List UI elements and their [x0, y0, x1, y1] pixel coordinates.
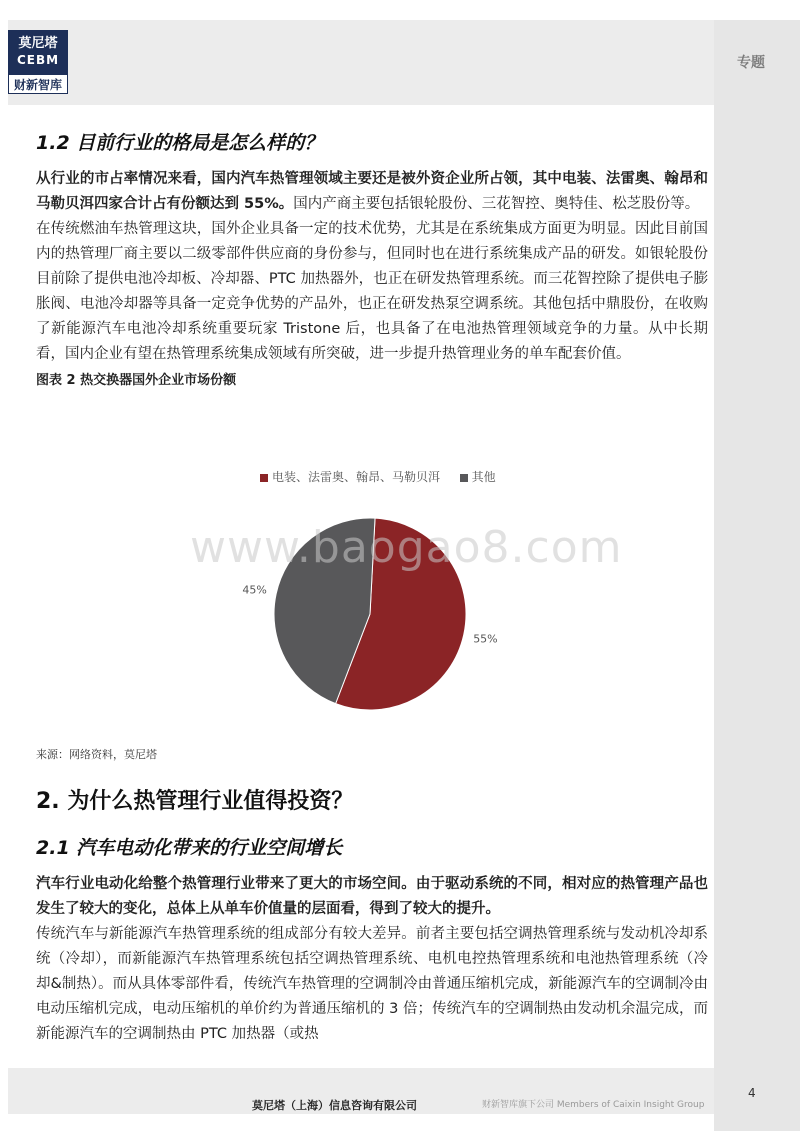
legend-label-1: 其他: [471, 470, 496, 484]
chart-legend: [260, 468, 496, 485]
section-2-1-title: 2.1 汽车电动化带来的行业空间增长: [36, 837, 343, 859]
section-1-2-para1: [36, 167, 708, 217]
section-2-1-para1: 汽车行业电动化给整个热管理行业带来了更大的市场空间。由于驱动系统的不同，相对应的热管理产品也发生了较大的变化，总体上从单车价值量的层面看，得到了较大的提升。: [36, 876, 708, 917]
page-number: 4: [748, 1086, 756, 1100]
logo-cn-text: 莫尼塔: [18, 36, 58, 51]
figure-title: 图表 2 热交换器国外企业市场份额: [36, 373, 237, 388]
section-1-2: [36, 128, 708, 388]
page-header: [8, 20, 714, 105]
section-1-2-para2: 在传统燃油车热管理这块，国外企业具备一定的技术优势，尤其是在系统集成方面更为明显。因此目前国内的热管理厂商主要以二级零部件供应商的身份参与，但同时也在进行系统集成产品的研发。如银轮股份目前除了提供电池冷却板、冷却器、PTC 加热器外，也正在研发热管理系统。而三花智控除了提供电子膨胀阀、电池冷却器等具备一定竞争优势的产品外，也正在研发热泵空调系统。其他包括中鼎股份，在收购了新能源汽车电池冷却系统重要玩家 Tristone 后，也具备了在电池热管理领域竞争的力量。从中长期看，国内企业有望在热管理系统集成领域有所突破，进一步提升热管理业务的单车配套价值。: [36, 221, 708, 362]
section-2-title: 2. 为什么热管理行业值得投资？: [36, 789, 354, 814]
logo-sub-text: 财新智库: [8, 74, 68, 94]
legend-swatch-0: [260, 474, 268, 482]
para1-rest: 国内产商主要包括银轮股份、三花智控、奥特佳、松芝股份等。: [293, 196, 700, 212]
section-2-1-para2: 传统汽车与新能源汽车热管理系统的组成部分有较大差异。前者主要包括空调热管理系统与发动机冷却系统（冷却），而新能源汽车热管理系统包括空调热管理系统、电机电控热管理系统和电池热管理系统（冷却&制热）。而从具体零部件看，传统汽车热管理的空调制冷由普通压缩机完成，新能源汽车的空调制冷由电动压缩机完成，电动压缩机的单价约为普通压缩机的 3 倍；传统汽车的空调制热由发动机余温完成，而新能源汽车的空调制热由 PTC 加热器（或热: [36, 926, 708, 1042]
legend-swatch-1: [460, 474, 468, 482]
header-tag: 专题: [737, 55, 765, 71]
section-1-2-title: 1.2 目前行业的格局是怎么样的？: [36, 132, 324, 154]
section-2-1: [36, 833, 708, 1047]
figure-source: 来源：网络资料，莫尼塔: [36, 748, 157, 761]
company-logo: [8, 30, 68, 94]
pie-label-0: 55%: [473, 632, 498, 646]
pie-label-1: 45%: [242, 583, 267, 597]
logo-en-text: CEBM: [16, 53, 60, 67]
footer-company: 莫尼塔（上海）信息咨询有限公司: [252, 1099, 417, 1112]
para1-bold: 从行业的市占率情况来看，国内汽车热管理领域主要还是被外资企业所占领，其中电装、法雷奥、翰昂和马勒贝洱四家合计占有份额达到 55%。: [36, 171, 708, 212]
right-sidebar-band: [714, 20, 800, 1131]
legend-label-0: 电装、法雷奥、翰昂、马勒贝洱: [272, 470, 441, 484]
watermark: www.baogao8.com: [190, 522, 623, 573]
footer-subtitle: 财新智库旗下公司 Members of Caixin Insight Group: [482, 1100, 705, 1110]
